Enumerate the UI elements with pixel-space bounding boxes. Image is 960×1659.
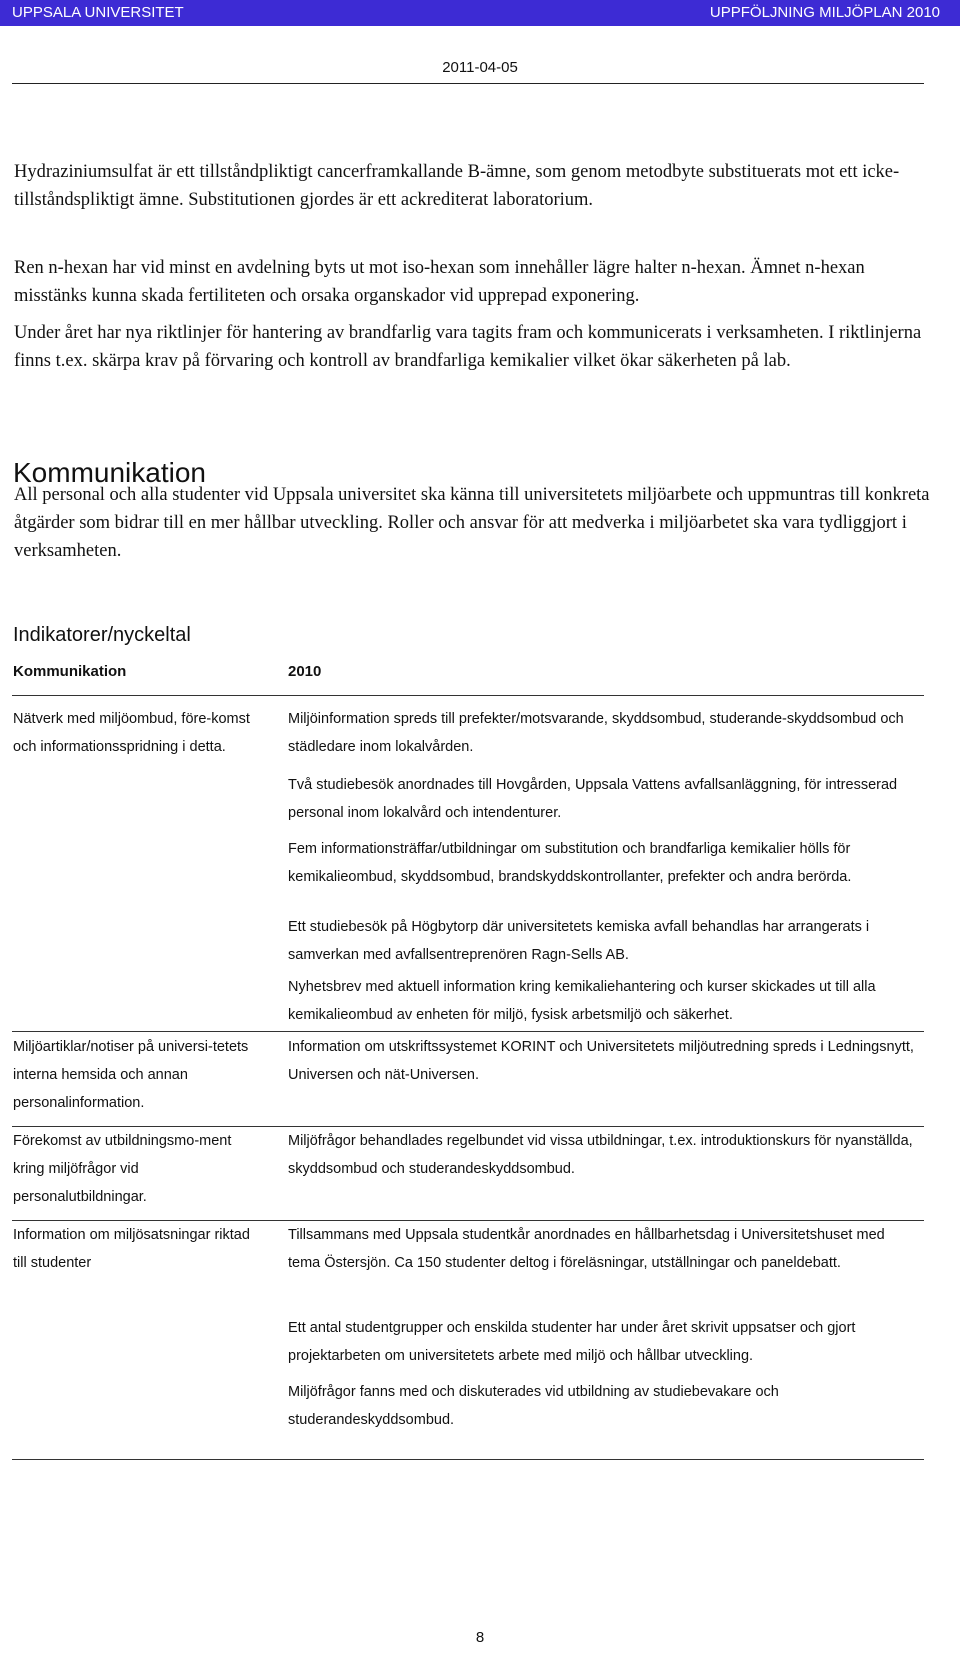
table-row-1-result-5: Nyhetsbrev med aktuell information kring kemikaliehantering och kurser skickades ut till alla kemikalieombud av enheten för miljö, fysisk arbetsmiljö och säkerhet. [288, 979, 876, 1023]
page-number: 8 [475, 1629, 485, 1646]
table-bottom-rule [12, 1459, 924, 1460]
table-header-indicator: Kommunikation [13, 663, 127, 680]
table-row-divider [12, 1031, 924, 1032]
table-row-1-result-4: Ett studiebesök på Högbytorp där universitetets kemiska avfall behandlas har arrangerats i samverkan med avfallsentreprenören Ragn-Sells AB. [288, 919, 870, 963]
table-row-1-result-2: Två studiebesök anordnades till Hovgården, Uppsala Vattens avfallsanläggning, för intresserad personal inom lokalvård och intendenturer. [288, 777, 898, 821]
header-date: 2011-04-05 [442, 59, 518, 76]
page-header-bar [0, 0, 960, 26]
section-heading-kommunikation: Kommunikation [13, 457, 206, 488]
table-row-4-indicator: Information om miljösatsningar riktad till studenter [13, 1227, 250, 1271]
table-row-1-indicator: Nätverk med miljöombud, före-komst och informationsspridning i detta. [13, 711, 250, 755]
header-divider [12, 83, 924, 84]
intro-paragraph-3: Under året har nya riktlinjer för hantering av brandfarlig vara tagits fram och kommunicerats i verksamheten. I riktlinjerna finns t.ex. skärpa krav på förvaring och kontroll av brandfarliga kemikalier vilket ökar säkerheten på lab. [14, 323, 922, 371]
table-row-2-indicator: Miljöartiklar/notiser på universi-tetets interna hemsida och annan personalinformation. [13, 1039, 249, 1111]
table-row-1-result-3: Fem informationsträffar/utbildningar om substitution och brandfarliga kemikalier hölls för kemikalieombud, skyddsombud, brandskyddskontrollanter, prefekter och andra berörda. [288, 841, 852, 885]
intro-paragraph-2: Ren n-hexan har vid minst en avdelning byts ut mot iso-hexan som innehåller lägre halter n-hexan. Ämnet n-hexan misstänks kunna skada fertiliteten och orsaka organskador vid upprepad exponering. [14, 258, 865, 306]
intro-paragraph-1: Hydraziniumsulfat är ett tillståndpliktigt cancerframkallande B-ämne, som genom metodbyte substituerats mot ett icke-tillståndspliktigt ämne. Substitutionen gjordes är ett ackrediterat laboratorium. [14, 162, 900, 210]
table-row-3-indicator: Förekomst av utbildningsmo-ment kring miljöfrågor vid personalutbildningar. [13, 1133, 232, 1205]
table-header-year: 2010 [288, 663, 322, 680]
table-header-rule [12, 695, 924, 696]
table-row-3-result-1: Miljöfrågor behandlades regelbundet vid vissa utbildningar, t.ex. introduktionskurs för nyanställda, skyddsombud och studerandeskyddsombud. [288, 1133, 913, 1177]
table-row-1-result-1: Miljöinformation spreds till prefekter/motsvarande, skyddsombud, studerande-skyddsombud och städledare inom lokalvården. [288, 711, 904, 755]
table-row-2-result-1: Information om utskriftssystemet KORINT och Universitetets miljöutredning spreds i Ledningsnytt, Universen och nät-Universen. [288, 1039, 914, 1083]
section-heading-indikatorer: Indikatorer/nyckeltal [13, 624, 191, 646]
header-university: UPPSALA UNIVERSITET [12, 4, 184, 21]
kommunikation-text: All personal och alla studenter vid Uppsala universitet ska känna till universitetets miljöarbete och uppmuntras till konkreta åtgärder som bidrar till en mer hållbar utveckling. Roller och ansvar för att medverka i miljöarbetet ska vara tydliggjort i verksamheten. [14, 485, 930, 561]
table-row-4-result-2: Ett antal studentgrupper och enskilda studenter har under året skrivit uppsatser och gjort projektarbeten om universitetets arbete med miljö och hållbar utveckling. [288, 1320, 856, 1364]
table-row-4-result-1: Tillsammans med Uppsala studentkår anordnades en hållbarhetsdag i Universitetshuset med tema Östersjön. Ca 150 studenter deltog i föreläsningar, utställningar och paneldebatt. [288, 1227, 885, 1271]
table-row-4-result-3: Miljöfrågor fanns med och diskuterades vid utbildning av studiebevakare och studerandeskyddsombud. [288, 1384, 779, 1428]
header-document-title: UPPFÖLJNING MILJÖPLAN 2010 [709, 4, 940, 21]
